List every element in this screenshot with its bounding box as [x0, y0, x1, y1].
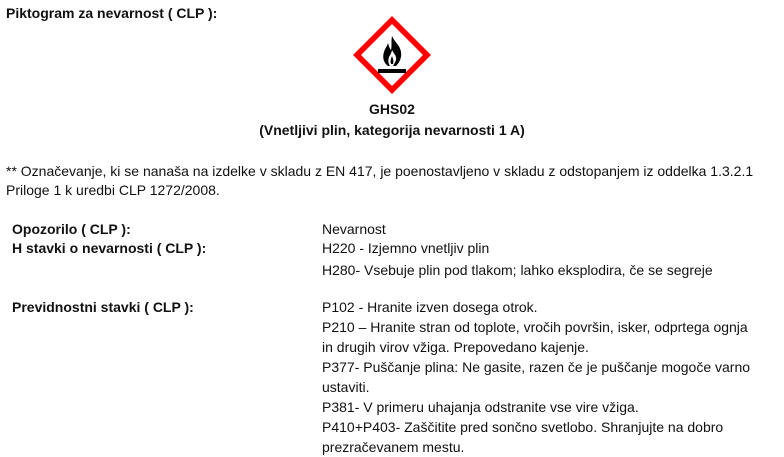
signal-word-label: Opozorilo ( CLP ):	[12, 221, 131, 237]
hazard-statement-h280: H280- Vsebuje plin pod tlakom; lahko eksplodira, če se segreje	[322, 262, 713, 278]
hazard-statements-label: H stavki o nevarnosti ( CLP ):	[12, 240, 207, 256]
labelling-note: ** Označevanje, ki se nanaša na izdelke v skladu z EN 417, je poenostavljeno v skladu z odstopanjem iz oddelka 1.3.2.1 Priloge 1 k uredbi CLP 1272/2008.	[6, 163, 754, 198]
precautionary-statement-p410-p403: P410+P403- Zaščitite pred sončno svetlobo. Shranjujte na dobro prezračevanem mestu.	[322, 419, 724, 455]
ghs-code: GHS02	[369, 101, 415, 117]
precautionary-statement-p377: P377- Puščanje plina: Ne gasite, razen če je puščanje mogoče varno ustaviti.	[322, 359, 751, 395]
precautionary-statement-p210: P210 – Hranite stran od toplote, vročih površin, isker, odprtega ognja in drugih virov vžiga. Prepovedano kajenje.	[322, 319, 748, 355]
pictogram-heading: Piktogram za nevarnost ( CLP ):	[6, 5, 218, 21]
precautionary-statement-p102: P102 - Hranite izven dosega otrok.	[322, 299, 538, 315]
precautionary-statements-label: Previdnostni stavki ( CLP ):	[12, 299, 194, 315]
precautionary-statement-p381: P381- V primeru uhajanja odstranite vse vire vžiga.	[322, 399, 639, 415]
hazard-statement-h220: H220 - Izjemno vnetljiv plin	[322, 240, 490, 256]
ghs-description: (Vnetljivi plin, kategorija nevarnosti 1 A)	[259, 122, 525, 138]
signal-word-value: Nevarnost	[322, 221, 386, 237]
flame-pictogram-icon	[351, 14, 433, 96]
